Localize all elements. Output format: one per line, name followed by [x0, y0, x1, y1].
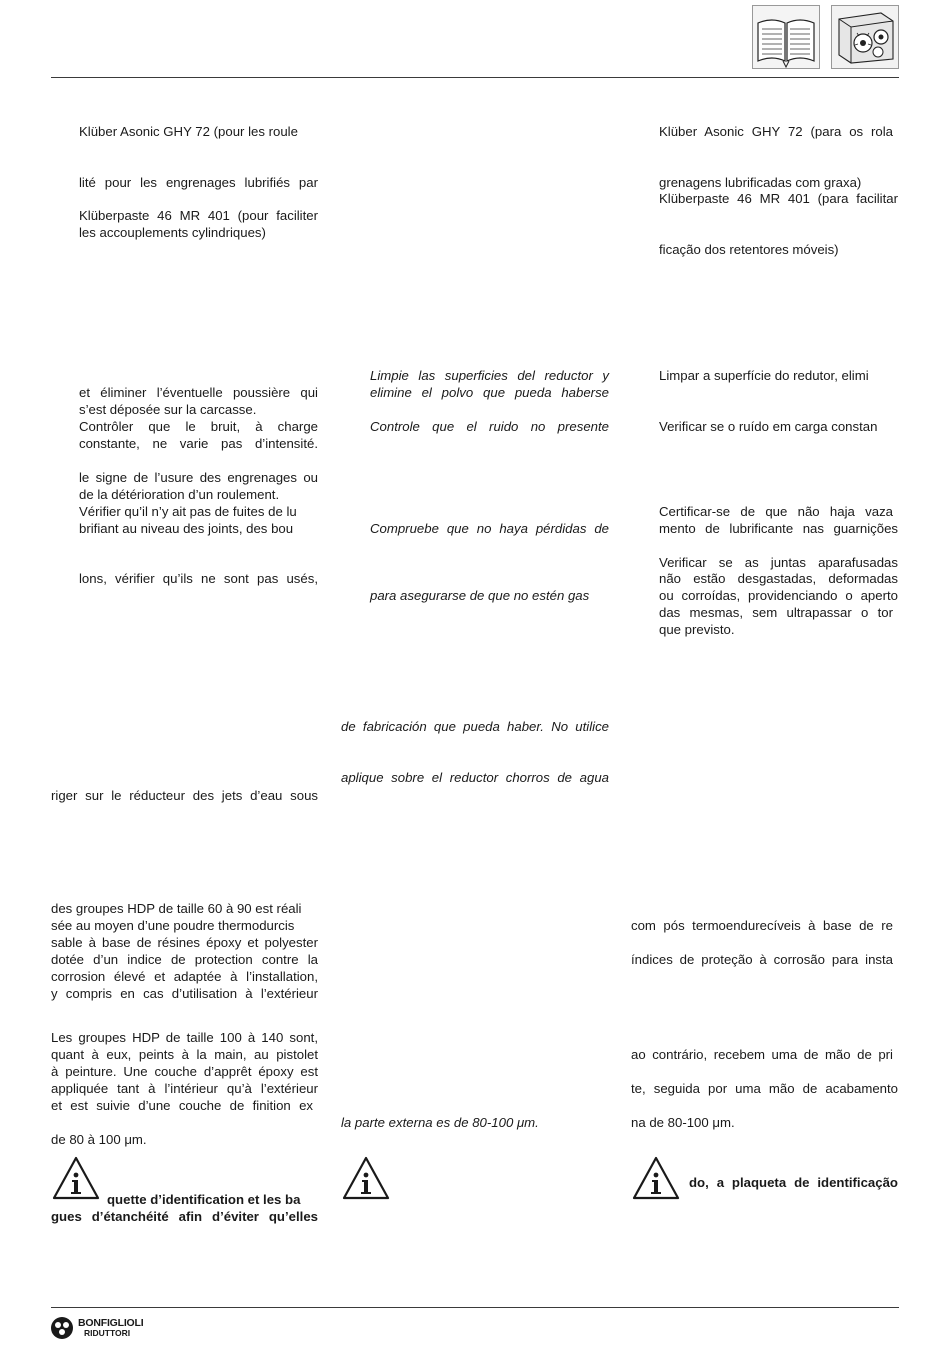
text-line-pt-15: índices de proteção à corrosão para insta — [631, 952, 893, 967]
logo-brand: BONFIGLIOLI — [78, 1317, 144, 1329]
text-line-pt-3: Klüberpaste 46 MR 401 (para facilitar — [659, 191, 898, 206]
gear-logo-icon — [50, 1316, 74, 1340]
text-line-pt-13: que previsto. — [659, 622, 735, 637]
text-line-pt-2: grenagens lubrificadas com graxa) — [659, 175, 862, 190]
text-line-fr-20: y compris en cas d’utilisation à l’extérieur — [51, 986, 318, 1001]
text-line-fr-13: lons, vérifier qu’ils ne sont pas usés, — [79, 571, 318, 586]
bonfiglioli-logo — [50, 1316, 143, 1340]
text-line-es-5: para asegurarse de que no estén gas — [370, 588, 590, 603]
text-line-fr-18: dotée d’un indice de protection contre la — [51, 952, 318, 967]
text-line-fr-10: de la détérioration d’un roulement. — [79, 487, 280, 502]
info-warning-icon — [51, 1155, 101, 1201]
text-line-fr-8: constante, ne varie pas d’intensité. — [79, 436, 318, 451]
text-line-fr-24: appliquée tant à l’intérieur qu’à l’extérieur — [51, 1081, 318, 1096]
text-line-fr-9: le signe de l’usure des engrenages ou — [79, 470, 318, 485]
text-line-fr-12: brifiant au niveau des joints, des bou — [79, 521, 294, 536]
text-line-fr-17: sable à base de résines époxy et polyester — [51, 935, 318, 950]
text-line-fr-25: et est suivie d’une couche de finition ex — [51, 1098, 313, 1113]
text-line-es-1: Limpie las superficies del reductor y — [370, 368, 609, 383]
text-line-pt-11: ou corroídas, providenciando o aperto — [659, 588, 898, 603]
text-line-pt-9: Verificar se as juntas aparafusadas — [659, 555, 898, 570]
text-line-fr-26: de 80 à 100 μm. — [51, 1132, 147, 1147]
text-line-es-6: de fabricación que pueda haber. No utilice — [341, 719, 609, 734]
text-line-fr-19: corrosion élevé et adaptée à l’installation, — [51, 969, 318, 984]
text-line-fr-4: les accouplements cylindriques) — [79, 225, 266, 240]
text-line-es-2: elimine el polvo que pueda haberse — [370, 385, 609, 400]
text-line-pt-17: te, seguida por uma mão de acabamento — [631, 1081, 898, 1096]
text-line-pt-16: ao contrário, recebem uma de mão de pri — [631, 1047, 893, 1062]
gearbox-icon — [831, 5, 899, 69]
text-line-pt-14: com pós termoendurecíveis à base de re — [631, 918, 893, 933]
text-line-fr-28: gues d’étanchéité afin d’éviter qu’elles — [51, 1209, 318, 1224]
text-line-pt-4: ficação dos retentores móveis) — [659, 242, 839, 257]
text-line-pt-8: mento de lubrificante nas guarnições — [659, 521, 898, 536]
text-line-pt-19: do, a plaqueta de identificação — [689, 1175, 898, 1190]
text-line-fr-5: et éliminer l’éventuelle poussière qui — [79, 385, 318, 400]
header-rule — [51, 77, 899, 78]
text-line-es-4: Compruebe que no haya pérdidas de — [370, 521, 609, 536]
info-warning-icon — [341, 1155, 391, 1201]
text-line-fr-2: lité pour les engrenages lubrifiés par — [79, 175, 318, 190]
text-line-pt-6: Verificar se o ruído em carga constan — [659, 419, 878, 434]
text-line-fr-15: des groupes HDP de taille 60 à 90 est réali — [51, 901, 302, 916]
text-line-fr-1: Klüber Asonic GHY 72 (pour les roule — [79, 124, 298, 139]
text-line-fr-6: s’est déposée sur la carcasse. — [79, 402, 257, 417]
text-line-pt-1: Klüber Asonic GHY 72 (para os rola — [659, 124, 893, 139]
text-line-es-7: aplique sobre el reductor chorros de agua — [341, 770, 609, 785]
text-line-fr-16: sée au moyen d’une poudre thermodurcis — [51, 918, 295, 933]
text-line-pt-18: na de 80-100 μm. — [631, 1115, 735, 1130]
text-line-fr-14: riger sur le réducteur des jets d’eau sous — [51, 788, 318, 803]
text-line-pt-7: Certificar-se de que não haja vaza — [659, 504, 893, 519]
text-line-pt-12: das mesmas, sem ultrapassar o tor — [659, 605, 893, 620]
text-line-fr-3: Klüberpaste 46 MR 401 (pour faciliter — [79, 208, 318, 223]
logo-sub: RIDUTTORI — [84, 1328, 131, 1338]
text-line-fr-27: quette d’identification et les ba — [107, 1192, 301, 1207]
text-line-fr-22: quant à eux, peints à la main, au pistolet — [51, 1047, 318, 1062]
text-line-es-8: la parte externa es de 80-100 μm. — [341, 1115, 539, 1130]
text-line-pt-5: Limpar a superfície do redutor, elimi — [659, 368, 869, 383]
footer-rule — [51, 1307, 899, 1308]
text-line-pt-10: não estão desgastadas, deformadas — [659, 571, 898, 586]
text-line-es-3: Controle que el ruido no presente — [370, 419, 609, 434]
book-icon — [752, 5, 820, 69]
text-line-fr-11: Vérifier qu’il n’y ait pas de fuites de lu — [79, 504, 297, 519]
text-line-fr-7: Contrôler que le bruit, à charge — [79, 419, 318, 434]
text-line-fr-23: à peinture. Une couche d’apprêt époxy est — [51, 1064, 318, 1079]
info-warning-icon — [631, 1155, 681, 1201]
text-line-fr-21: Les groupes HDP de taille 100 à 140 sont, — [51, 1030, 318, 1045]
